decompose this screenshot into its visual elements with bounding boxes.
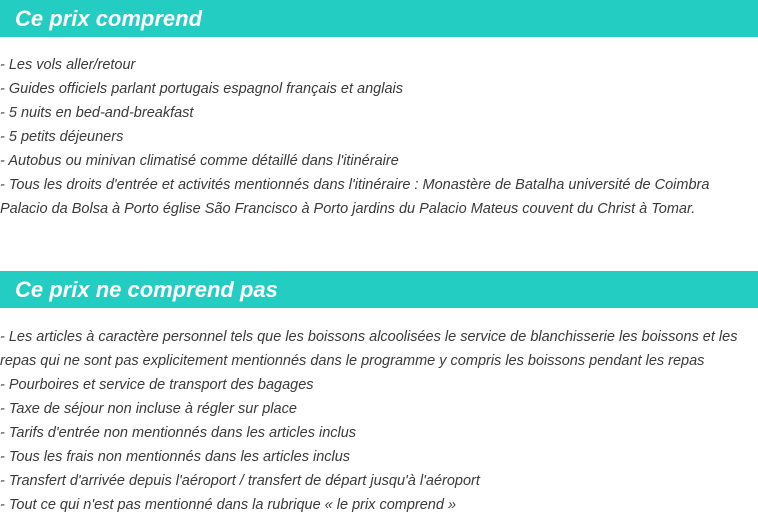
excluded-list [0, 325, 758, 517]
included-item: - Tous les droits d'entrée et activités mentionnés dans l'itinéraire : Monastère de Batalha université de Coimbra Palacio da Bolsa à Porto église São Francisco à Porto jardins du Palacio Mateus couvent du Christ à Tomar. [0, 173, 758, 221]
included-item: - Les vols aller/retour [0, 53, 758, 77]
excluded-item: - Tout ce qui n'est pas mentionné dans la rubrique « le prix comprend » [0, 493, 758, 517]
included-item: - 5 petits déjeuners [0, 125, 758, 149]
excluded-item: - Taxe de séjour non incluse à régler sur place [0, 397, 758, 421]
excluded-item: - Les articles à caractère personnel tels que les boissons alcoolisées le service de blanchisserie les boissons et les repas qui ne sont pas explicitement mentionnés dans le programme y compris les boissons pendant les repas [0, 325, 758, 373]
included-item: - 5 nuits en bed-and-breakfast [0, 101, 758, 125]
included-section [0, 0, 758, 221]
included-list [0, 53, 758, 221]
excluded-item: - Pourboires et service de transport des bagages [0, 373, 758, 397]
included-item: - Autobus ou minivan climatisé comme détaillé dans l'itinéraire [0, 149, 758, 173]
included-item: - Guides officiels parlant portugais espagnol français et anglais [0, 77, 758, 101]
excluded-section-title: Ce prix ne comprend pas [0, 271, 758, 308]
excluded-section [0, 271, 758, 517]
included-section-title: Ce prix comprend [0, 0, 758, 37]
excluded-item: - Tous les frais non mentionnés dans les articles inclus [0, 445, 758, 469]
excluded-item: - Tarifs d'entrée non mentionnés dans les articles inclus [0, 421, 758, 445]
excluded-item: - Transfert d'arrivée depuis l'aéroport / transfert de départ jusqu'à l'aéroport [0, 469, 758, 493]
